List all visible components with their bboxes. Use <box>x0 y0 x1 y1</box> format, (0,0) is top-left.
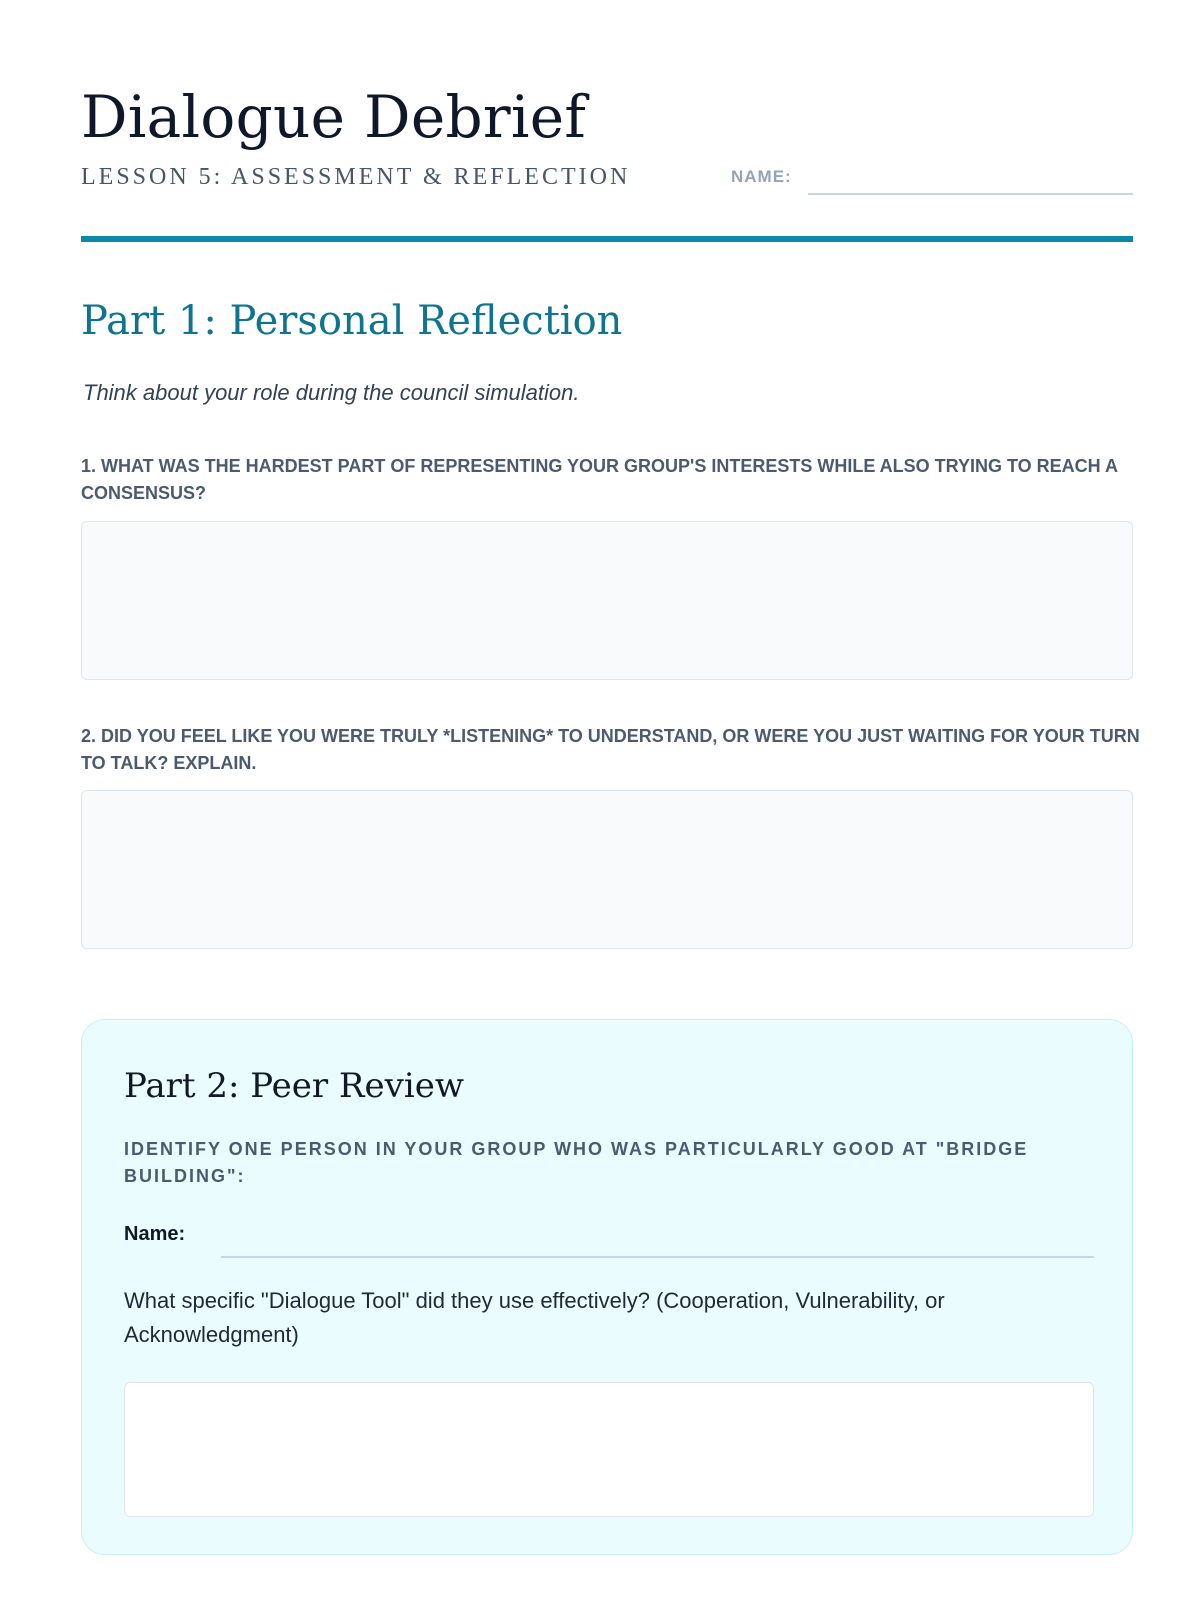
question-2-answer-box[interactable] <box>81 790 1133 949</box>
dialogue-tool-answer-box[interactable] <box>124 1382 1094 1517</box>
part1-instruction: Think about your role during the council simulation. <box>83 380 580 405</box>
question-1-answer-box[interactable] <box>81 521 1133 680</box>
peer-review-card <box>81 1019 1133 1555</box>
peer-review-prompt: IDENTIFY ONE PERSON IN YOUR GROUP WHO WAS PARTICULARLY GOOD AT "BRIDGE BUILDING": <box>124 1139 1029 1186</box>
part2-heading: Part 2: Peer Review <box>124 1066 464 1106</box>
header-divider <box>81 236 1133 242</box>
part1-heading: Part 1: Personal Reflection <box>81 298 623 344</box>
page-title: Dialogue Debrief <box>81 83 587 151</box>
peer-name-label: Name: <box>124 1223 186 1245</box>
student-name-label: NAME: <box>731 167 792 186</box>
lesson-subtitle: LESSON 5: ASSESSMENT & REFLECTION <box>81 164 631 190</box>
student-name-field[interactable] <box>808 193 1133 195</box>
worksheet-header <box>81 0 1133 244</box>
question-2-label: 2. DID YOU FEEL LIKE YOU WERE TRULY *LISTENING* TO UNDERSTAND, OR WERE YOU JUST WAITING FOR YOUR TURN TO TALK? EXPLAIN. <box>81 726 1140 773</box>
question-1-label: 1. WHAT WAS THE HARDEST PART OF REPRESENTING YOUR GROUP'S INTERESTS WHILE ALSO TRYING TO REACH A CONSENSUS? <box>81 456 1118 503</box>
dialogue-tool-question: What specific "Dialogue Tool" did they use effectively? (Cooperation, Vulnerability, or Acknowledgment) <box>124 1288 945 1347</box>
peer-name-field[interactable] <box>221 1256 1094 1258</box>
